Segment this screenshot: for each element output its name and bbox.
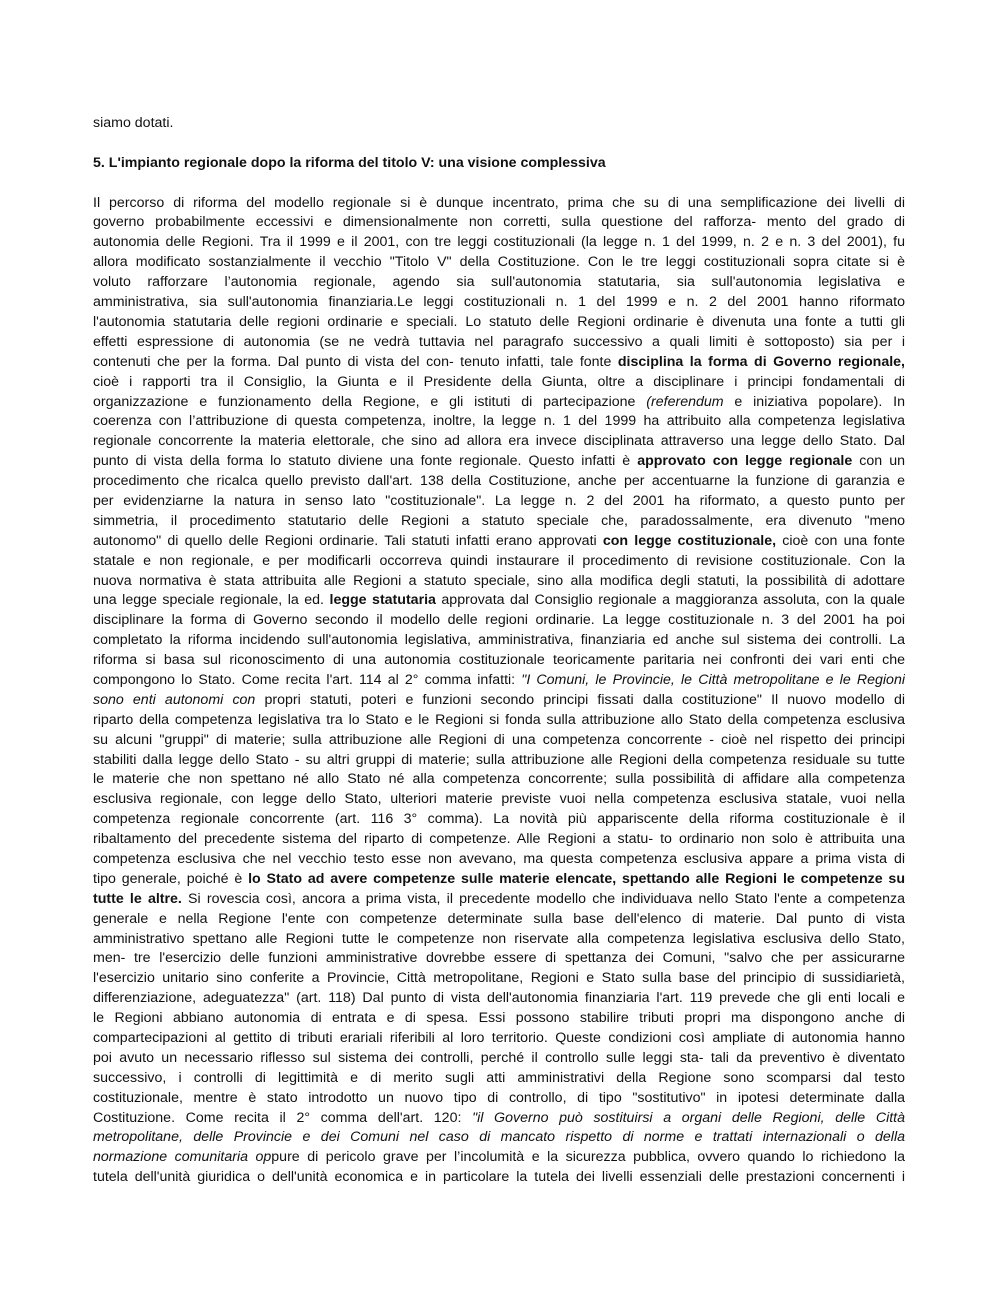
text-line xyxy=(93,651,905,671)
paragraph-gap xyxy=(93,174,905,194)
text-line xyxy=(93,492,905,512)
text-run: riforma si basa sul riconoscimento di una autonomia costituzionale teoricamente paritaria nei confronti dei vari enti che xyxy=(93,652,905,669)
text-run: pure di pericolo grave per l’incolumità e la sicurezza pubblica, ovvero quando lo richiedono la xyxy=(271,1149,905,1166)
intro-line: siamo dotati. xyxy=(93,115,174,131)
text-run: per evidenziarne la natura in senso lato "costituzionale". La legge n. 2 del 2001 ha riformato, a questo punto per xyxy=(93,492,905,509)
text-line xyxy=(93,373,905,393)
text-run: autonomo" di quello delle Regioni ordinarie. Tali statuti infatti erano approvati xyxy=(93,532,603,549)
text-run: regionale concorrente la materia elettorale, che sino ad allora era invece disciplinata attraverso una legge dello Stato. Dal xyxy=(93,433,905,450)
text-run: compongono lo Stato. Come recita l'art. 114 al 2° comma infatti: xyxy=(93,671,522,688)
text-run: una legge speciale regionale, la ed. xyxy=(93,592,330,609)
text-run: le Regioni abbiano autonomia di entrata e di spesa. Essi possono stabilire tributi propri ma dispongono anche di xyxy=(93,1010,905,1027)
text-run: organizzazione e funzionamento della Regione, e gli istituti di partecipazione xyxy=(93,393,647,410)
text-run: Si rovescia così, ancora a prima vista, il precedente modello che individuava nello Stato l'ente a competenza xyxy=(181,890,905,907)
bold-text: con legge costituzionale, xyxy=(602,532,777,549)
text-run: generale e nella Regione l'ente con competenze determinate sulla base dell'elenco di materie. Dal punto di vista xyxy=(93,910,905,927)
italic-text: normazione comunitaria op xyxy=(93,1149,272,1166)
text-run: Il percorso di riforma del modello regionale si è dunque incentrato, prima che su di una semplificazione dei livelli di xyxy=(93,194,905,211)
text-run: cioè i rapporti tra il Consiglio, la Giunta e il Presidente della Giunta, oltre a disciplinare i principi fondamentali di xyxy=(93,373,905,390)
text-line xyxy=(93,552,905,572)
text-line xyxy=(93,1109,905,1129)
section-heading: 5. L'impianto regionale dopo la riforma del titolo V: una visione complessiva xyxy=(93,154,606,171)
text-line xyxy=(93,711,905,731)
text-line xyxy=(93,333,905,353)
text-line xyxy=(93,731,905,751)
text-line xyxy=(93,353,905,373)
text-line xyxy=(93,890,905,910)
text-line xyxy=(93,949,905,969)
text-line xyxy=(93,452,905,472)
text-run: disciplinare la forma di Governo secondo il modello delle regioni ordinarie. La legge costituzionale n. 3 del 2001 ha poi xyxy=(93,612,905,629)
text-run: approvata dal Consiglio regionale a maggioranza assoluta, con la quale xyxy=(435,592,905,609)
text-line xyxy=(93,631,905,651)
text-line xyxy=(93,572,905,592)
text-run: su alcuni "gruppi" di materie; sulla attribuzione alle Regioni di una competenza concorrente - cioè nel rispetto dei principi xyxy=(93,731,905,748)
text-line xyxy=(93,194,905,214)
text-line xyxy=(93,591,905,611)
text-line xyxy=(93,432,905,452)
text-line xyxy=(93,1049,905,1069)
text-run: e iniziativa popolare). In xyxy=(723,393,905,410)
bold-text: legge statutaria xyxy=(329,592,436,609)
text-run: poi avuto un necessario riflesso sul sistema dei controlli, perché il controllo sulle leggi sta- tali da preventivo è diventato xyxy=(93,1049,905,1066)
text-run: coerenza con l’attribuzione di questa competenza, inoltre, la legge n. 1 del 1999 ha attribuito alla competenza legislativa xyxy=(93,413,905,430)
text-run: amministrativo spettano alle Regioni tutte le competenze non riservate alla competenza legislativa esclusiva dello Stato, xyxy=(93,930,905,947)
text-line xyxy=(93,393,905,413)
body-paragraph xyxy=(93,194,905,1189)
text-line xyxy=(93,611,905,631)
text-line xyxy=(93,412,905,432)
text-line xyxy=(93,930,905,950)
text-run: compartecipazioni al gettito di tributi erariali riferibili al loro territorio. Queste condizioni così ampliate di autonomia hanno xyxy=(93,1030,905,1046)
text-line xyxy=(93,910,905,930)
text-line xyxy=(93,512,905,532)
text-line xyxy=(93,1069,905,1089)
text-line xyxy=(93,810,905,830)
text-line xyxy=(93,830,905,850)
text-run: competenza esclusiva che nel vecchio testo esse non avevano, ma questa competenza esclusiva appare a prima vista di xyxy=(93,850,905,867)
text-run: successivo, i controlli di legittimità e di merito sugli atti amministrativi della Regione sono scomparsi dal testo xyxy=(93,1069,905,1086)
text-run: tutela dell'unità giuridica o dell'unità economica e in particolare la tutela dei livelli essenziali delle prestazioni concernenti i xyxy=(93,1169,905,1186)
italic-text: sono enti autonomi con xyxy=(93,691,256,708)
bold-text: disciplina la forma di Governo regionale, xyxy=(617,353,905,370)
document-page xyxy=(93,114,905,1188)
text-line xyxy=(93,870,905,890)
bold-text: approvato con legge regionale xyxy=(637,453,853,470)
text-line xyxy=(93,989,905,1009)
bold-text: lo Stato ad avere competenze sulle materie elencate, spettando alle Regioni le competenze su xyxy=(248,870,905,887)
text-run: effetti espressione di autonomia (se ne vedrà tuttavia nel paragrafo successivo a quali limiti è sottoposto) sia per i xyxy=(93,333,905,350)
text-run: statale e non regionale, e per modificarli occorreva quindi instaurare il procedimento di revisione costituzionale. Con la xyxy=(93,552,905,569)
text-line xyxy=(93,1128,905,1148)
text-run: propri statuti, poteri e funzioni secondo principi fissati dalla costituzione" xyxy=(255,691,762,708)
text-run: completato la riforma incidendo sull'autonomia legislativa, amministrativa, finanziaria ed anche sul sistema dei controlli. La xyxy=(93,632,905,649)
text-line xyxy=(93,770,905,790)
text-line xyxy=(93,671,905,691)
text-line xyxy=(93,1148,905,1168)
italic-text: "I Comuni, le Provincie, le Città metropolitane e le Regioni xyxy=(521,671,905,688)
text-line xyxy=(93,691,905,711)
text-line xyxy=(93,213,905,233)
text-run: le materie che non spettano né allo Stato né alla competenza concorrente; sulla possibilità di affidare alla competenza xyxy=(93,771,905,788)
text-run: men- tre l'esercizio delle funzioni amministrative dovrebbe essere di spettanza dei Comuni, "salvo che per assicurarne xyxy=(93,950,905,967)
text-line xyxy=(93,293,905,313)
text-line xyxy=(93,472,905,492)
text-line xyxy=(93,751,905,771)
text-line xyxy=(93,273,905,293)
text-line xyxy=(93,1168,905,1188)
text-run: Costituzione. Come recita il 2° comma dell'art. 120: xyxy=(93,1109,473,1126)
text-run: nuova normativa è stata attribuita alle Regioni a statuto speciale, sino alla modifica degli statuti, la possibilità di adottare xyxy=(93,572,905,589)
text-run: costituzionale, mentre è stato introdotto un nuovo tipo di controllo, di tipo "sostitutivo" in ipotesi determinate dalla xyxy=(93,1089,905,1106)
text-line xyxy=(93,850,905,870)
paragraph-gap xyxy=(93,134,905,154)
text-run: differenziazione, adeguatezza" (art. 118) Dal punto di vista dell'autonomia finanziaria l'art. 119 prevede che gli enti locali e xyxy=(93,990,905,1007)
text-run: stabiliti dalla legge dello Stato - su altri gruppi di materie; sulla attribuzione alle Regioni della competenza residuale su tutte xyxy=(93,751,905,768)
text-run: Il nuovo modello di xyxy=(761,691,905,708)
text-line xyxy=(93,253,905,273)
text-run: contenuti che per la forma. Dal punto di vista del con- tenuto infatti, tale fonte xyxy=(93,353,618,370)
text-run: tipo generale, poiché è xyxy=(93,870,249,887)
text-run: l'autonomia statutaria delle regioni ordinarie e speciali. Lo statuto delle Regioni ordinarie è divenuta una fonte a tutti gli xyxy=(93,313,905,330)
text-run: simmetria, il procedimento statutario delle Regioni a statuto speciale che, paradossalmente, era divenuto "meno xyxy=(93,512,905,529)
text-run: cioè con una fonte xyxy=(776,532,905,549)
text-run: autonomia delle Regioni. Tra il 1999 e il 2001, con tre leggi costituzionali (la legge n. 1 del 1999, n. 2 e n. 3 del 2001), fu xyxy=(93,234,905,251)
text-run: ribaltamento del precedente sistema del riparto di competenze. Alle Regioni a statu- to ordinario non solo è attribuita una xyxy=(93,831,905,848)
text-line xyxy=(93,1029,905,1049)
text-line xyxy=(93,1009,905,1029)
text-line xyxy=(93,790,905,810)
text-line xyxy=(93,1089,905,1109)
text-line xyxy=(93,969,905,989)
text-run: amministrativa, sia sull'autonomia finanziaria.Le leggi costituzionali n. 1 del 1999 e n. 2 del 2001 hanno riformato xyxy=(93,294,905,311)
text-run: competenza regionale concorrente (art. 116 3° comma). La novità più appariscente della riforma costituzionale è il xyxy=(93,811,905,828)
text-run: l'esercizio unitario sino conferite a Provincie, Città metropolitane, Regioni e Stato sulla base del principio di sussidiarietà, xyxy=(93,970,905,987)
italic-text: "il Governo può sostituirsi a organi delle Regioni, delle Città xyxy=(472,1109,905,1126)
text-run: esclusiva regionale, con legge dello Stato, ulteriori materie previste vuoi nella competenza esclusiva statale, vuoi nella xyxy=(93,791,905,808)
bold-text: tutte le altre. xyxy=(93,890,182,907)
text-run: allora modificato sostanzialmente il vecchio "Titolo V" della Costituzione. Con le tre leggi costituzionali sopra citate si è xyxy=(93,254,905,271)
text-run: voluto rafforzare l’autonomia regionale, agendo sia sull'autonomia statutaria, sia sull'autonomia legislativa e xyxy=(93,274,905,291)
text-run: procedimento che ricalca quello previsto dall'art. 138 della Costituzione, anche per accentuarne la funzione di garanzia e xyxy=(93,473,905,490)
italic-text: metropolitane, delle Provincie e dei Comuni nel caso di mancato rispetto di norme e trattati internazionali o della xyxy=(93,1129,905,1146)
italic-text: (referendum xyxy=(646,393,724,410)
text-run: con un xyxy=(852,453,905,470)
text-run: riparto della competenza legislativa tra lo Stato e le Regioni si fonda sulla attribuzione allo Stato della competenza esclusiva xyxy=(93,711,905,728)
text-line xyxy=(93,313,905,333)
text-run: punto di vista della forma lo statuto diviene una fonte regionale. Questo infatti è xyxy=(93,453,638,470)
text-run: governo probabilmente eccessivi e dimensionalmente non corretti, sulla questione del rafforza- mento del grado di xyxy=(93,214,905,231)
text-line xyxy=(93,233,905,253)
text-line xyxy=(93,532,905,552)
